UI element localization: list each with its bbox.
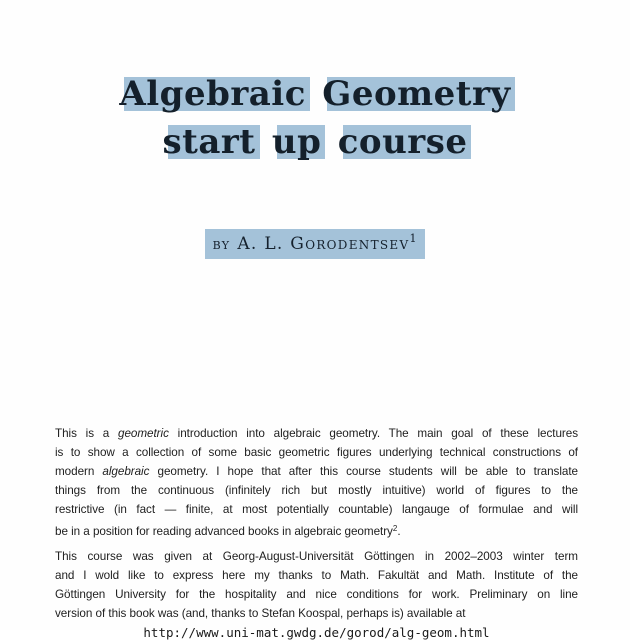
text-segment: Göttingen University for the hospitality and nice conditions for work. Preliminary on line [55,588,578,601]
title-line-2 [0,118,630,166]
title-word: up [271,122,322,162]
text-line [55,547,578,566]
text-line [55,566,578,585]
author-line [0,229,630,259]
title-line-1 [0,70,630,118]
text-segment: version of this book was (and, thanks to Stefan Koospal, perhaps is) available at [55,607,466,620]
text-line [55,424,578,443]
abstract-paragraph-1 [55,424,578,541]
text-segment: geometric [118,427,169,440]
text-segment: This is a [55,427,118,440]
text-segment: and I wold like to express here my thanks to Math. Fakultät and Math. Institute of the [55,569,578,582]
text-line [55,462,578,481]
text-line [55,604,578,623]
text-segment: be in a position for reading advanced books in algebraic geometry [55,525,393,538]
book-url: http://www.uni-mat.gwdg.de/gorod/alg-geom.html [143,625,490,640]
text-line [55,443,578,462]
author-footnote-marker: 1 [409,232,417,245]
text-segment: modern [55,465,103,478]
text-segment: algebraic [102,465,150,478]
title-word: start [162,122,256,162]
text-segment: This course was given at Georg-August-Universität Göttingen in 2002–2003 winter term [55,550,578,563]
text-line [55,500,578,519]
title-word: Geometry [322,74,511,114]
text-line [55,585,578,604]
footnote-marker: 2 [392,524,398,533]
author-by: by [212,235,231,253]
text-segment: geometry. I hope that after this course students will be able to translate [149,465,578,478]
title-word: Algebraic [119,74,306,114]
text-segment: introduction into algebraic geometry. The main goal of these lectures [168,427,579,440]
text-segment: is to show a collection of some basic geometric figures underlying technical constructions of [55,446,578,459]
text-line [55,519,578,541]
title-word: course [337,122,468,162]
text-segment: things from the continuous (infinitely rich but mostly intuitive) world of figures to the [55,484,578,497]
abstract-paragraph-2 [55,547,578,623]
abstract [55,424,578,643]
text-line [55,481,578,500]
author-name: A. L. Gorodentsev [237,234,410,254]
text-segment: restrictive (in fact — finite, at most potentially countable) langauge of formulae and will [55,503,578,516]
document-title [0,70,630,166]
text-segment: . [397,525,401,538]
author-highlight [205,229,426,259]
